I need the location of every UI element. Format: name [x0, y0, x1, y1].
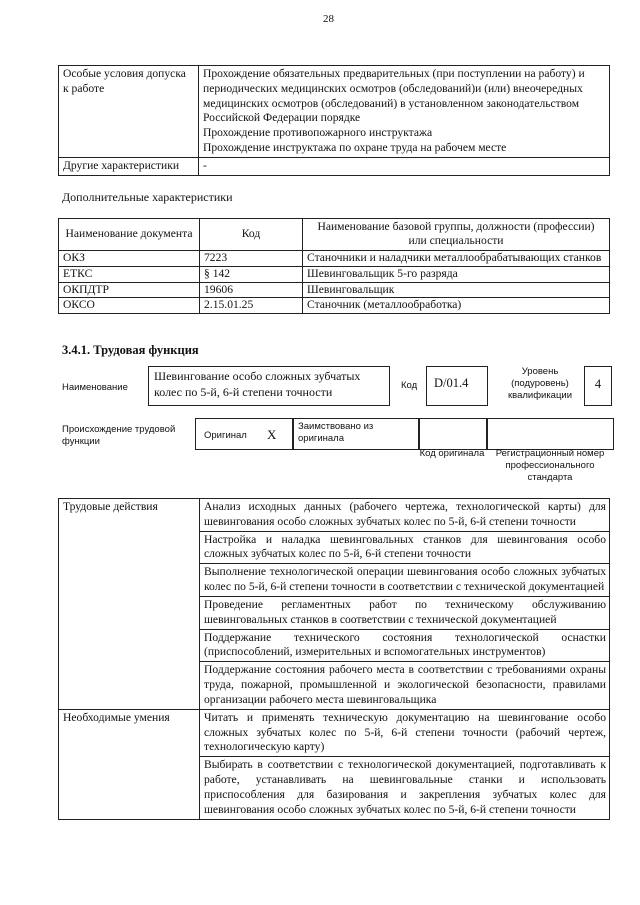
function-name-label: Наименование: [62, 382, 128, 393]
registration-number-label: Регистрационный номер профессионального стандарта: [495, 448, 605, 483]
list-item: Анализ исходных данных (рабочего чертежа, технологической карты) для шевингования особо сложных зубчатых колес по 5-й, 6-й степени точности: [200, 499, 610, 532]
other-value: -: [199, 157, 610, 175]
table-cell: ОКЗ: [59, 250, 200, 266]
other-label: Другие характеристики: [59, 157, 199, 175]
table-cell: Станочник (металлообработка): [303, 298, 610, 314]
column-header: Наименование документа: [59, 219, 200, 251]
table-cell: Шевинговальщик: [303, 282, 610, 298]
function-name-value: Шевингование особо сложных зубчатых колес по 5-й, 6-й степени точности: [148, 366, 390, 406]
table-header-row: [59, 219, 610, 251]
qualification-level-value: 4: [584, 366, 612, 406]
table-row: [59, 499, 610, 532]
table-cell: Шевинговальщик 5-го разряда: [303, 266, 610, 282]
table-cell: ЕТКС: [59, 266, 200, 282]
borrowed-label: Заимствовано из оригинала: [298, 421, 374, 444]
registration-number-cell: [486, 418, 614, 450]
table-row: [59, 298, 610, 314]
function-code-value: D/01.4: [426, 366, 488, 406]
origin-label: Происхождение трудовой функции: [62, 424, 176, 447]
table-row: [59, 282, 610, 298]
list-item: Поддержание состояния рабочего места в соответствии с требованиями охраны труда, пожарной, промышленной и экологической безопасности, правилами организации рабочего места шевинговальщика: [200, 662, 610, 709]
table-row: [59, 250, 610, 266]
conditions-label: Особые условия допуска к работе: [59, 66, 199, 158]
conditions-table: [58, 65, 610, 176]
list-item: Поддержание технического состояния технологической оснастки (приспособлений, измерительных и вспомогательных инструментов): [200, 629, 610, 662]
list-item: Настройка и наладка шевинговальных станков для шевингования особо сложных зубчатых колес по 5-й, 6-й степени точности: [200, 531, 610, 564]
list-item: Прохождение обязательных предварительных (при поступлении на работу) и периодических медицинских осмотров (обследований)и (или) внеочередных медицинских осмотров (обследований) в установленном законодательством Российской Федерации порядке: [203, 67, 585, 125]
list-item: Прохождение противопожарного инструктажа: [203, 126, 433, 140]
table-cell: ОКСО: [59, 298, 200, 314]
section-title: 3.4.1. Трудовая функция: [62, 343, 199, 357]
original-label: Оригинал: [204, 430, 247, 441]
table-row: [59, 157, 610, 175]
list-item: Выбирать в соответствии с технологической документацией, подготавливать к работе, устанавливать на шевинговальные станки и использовать приспособления для базирования и закрепления зубчатых колес для шевингования особо сложных зубчатых колес по 5-й, 6-й степени точности: [200, 757, 610, 819]
list-item: Читать и применять техническую документацию на шевингование особо сложных зубчатых колес по 5-й, 6-й степени точности (рабочий чертеж, технологическую карту): [200, 709, 610, 756]
table-cell: 2.15.01.25: [200, 298, 303, 314]
list-item: Прохождение инструктажа по охране труда на рабочем месте: [203, 141, 507, 155]
original-code-cell: [418, 418, 488, 450]
column-header: Код: [200, 219, 303, 251]
original-code-label: Код оригинала: [419, 448, 485, 459]
extra-table: [58, 218, 610, 314]
list-item: Выполнение технологической операции шевингования особо сложных зубчатых колес по 5-й, 6-й степени точности в соответствии с технической документацией: [200, 564, 610, 597]
function-code-label: Код: [401, 380, 418, 391]
table-row: [59, 709, 610, 756]
table-cell: ОКПДТР: [59, 282, 200, 298]
page-number: 28: [323, 13, 334, 25]
table-cell: 19606: [200, 282, 303, 298]
table-cell: § 142: [200, 266, 303, 282]
table-cell: 7223: [200, 250, 303, 266]
qualification-level-label: Уровень (подуровень) квалификации: [507, 366, 573, 401]
original-mark: X: [267, 427, 277, 442]
column-header: Наименование базовой группы, должности (профессии) или специальности: [303, 219, 610, 251]
table-row: [59, 66, 610, 158]
extra-title: Дополнительные характеристики: [62, 190, 233, 204]
labor-actions-table: [58, 498, 610, 820]
required-skills-label: Необходимые умения: [59, 709, 200, 819]
table-cell: Станочники и наладчики металлообрабатывающих станков: [303, 250, 610, 266]
conditions-value: [199, 66, 610, 158]
labor-actions-label: Трудовые действия: [59, 499, 200, 710]
table-row: [59, 266, 610, 282]
list-item: Проведение регламентных работ по техническому обслуживанию шевинговальных станков в соответствии с технической документацией: [200, 596, 610, 629]
